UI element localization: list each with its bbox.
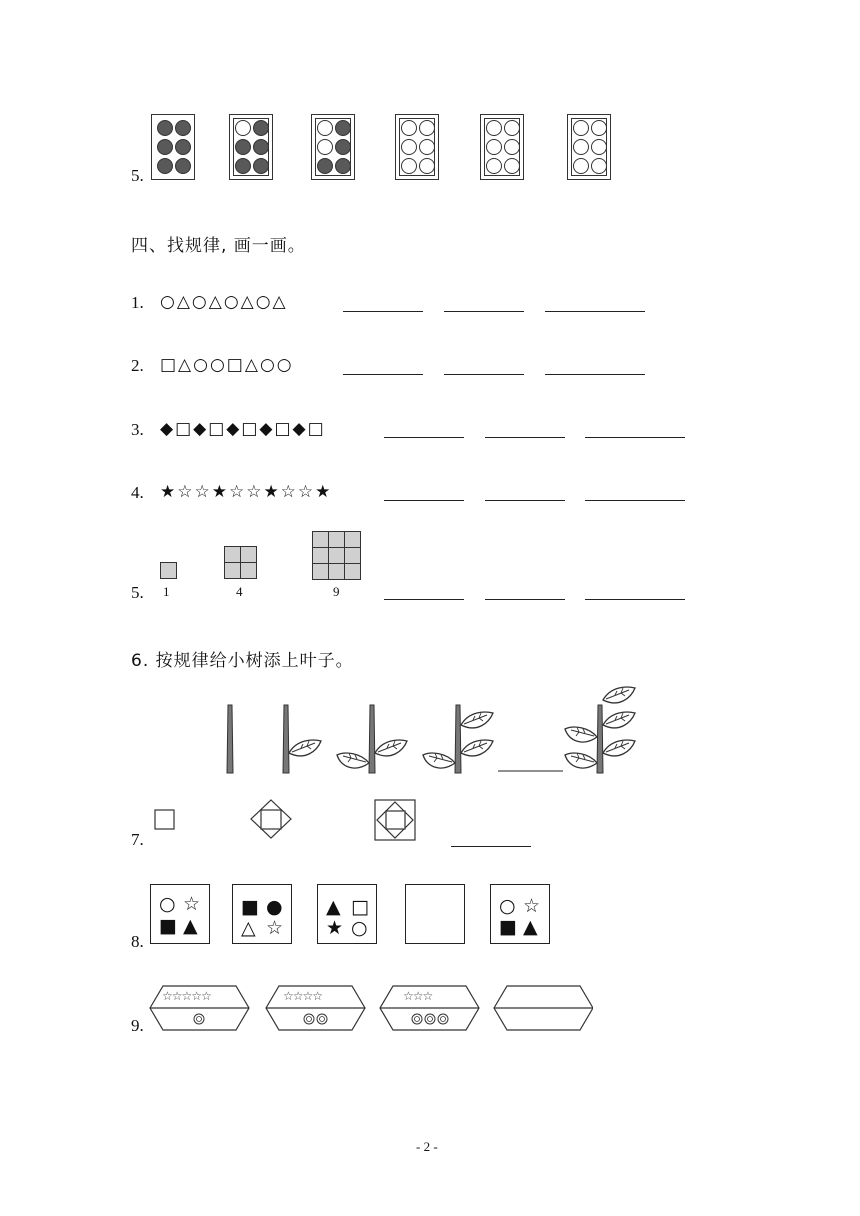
item-1-blank-2[interactable]	[444, 311, 524, 312]
tree-1	[227, 705, 233, 773]
tray-blank	[494, 986, 593, 1030]
dot	[235, 158, 251, 174]
dot	[591, 120, 607, 136]
q5-blank-1[interactable]	[384, 599, 464, 600]
tray-1-stars: ☆☆☆☆☆	[162, 989, 211, 1003]
dot	[419, 158, 435, 174]
pattern-box-1: ○ ☆ ■ ▲	[150, 884, 210, 944]
q7-blank[interactable]	[451, 846, 531, 847]
dot	[157, 158, 173, 174]
dot-box-2	[229, 114, 273, 180]
page-number: - 2 -	[416, 1139, 438, 1154]
item-2-label: 2.	[131, 356, 144, 375]
q7-label: 7.	[131, 830, 144, 849]
dot	[175, 120, 191, 136]
dot	[591, 158, 607, 174]
tree-3	[337, 705, 407, 773]
count-9: 9	[333, 584, 340, 599]
dot	[573, 158, 589, 174]
dot	[175, 158, 191, 174]
dot	[573, 139, 589, 155]
dot	[419, 139, 435, 155]
grid-cell	[312, 547, 329, 564]
dot-box-6	[567, 114, 611, 180]
dot	[157, 139, 173, 155]
shape-2	[251, 800, 291, 838]
dot	[235, 139, 251, 155]
dot-box-4	[395, 114, 439, 180]
count-1: 1	[163, 584, 170, 599]
dot-box-3	[311, 114, 355, 180]
item-2-blank-2[interactable]	[444, 374, 524, 375]
item-4-blank-2[interactable]	[485, 500, 565, 501]
dot	[335, 139, 351, 155]
dot	[253, 120, 269, 136]
dot	[573, 120, 589, 136]
grid-cell	[328, 547, 345, 564]
tree-6	[565, 687, 635, 773]
item-3-blank-2[interactable]	[485, 437, 565, 438]
dot	[235, 120, 251, 136]
shape-1	[155, 810, 174, 829]
dot	[317, 139, 333, 155]
dot-box-1	[151, 114, 195, 180]
dot	[486, 139, 502, 155]
item-2-sequence: □△○○□△○○	[160, 355, 294, 375]
grid-cell	[312, 531, 329, 548]
dot	[335, 120, 351, 136]
item-4-sequence: ★☆☆★☆☆★☆☆★	[160, 482, 333, 502]
dot	[486, 158, 502, 174]
q5-squares-label: 5.	[131, 583, 144, 602]
tree-2	[283, 705, 321, 773]
item-1-sequence: ○△○△○△○△	[160, 292, 288, 312]
shape-3	[375, 800, 415, 840]
item-4-blank-1[interactable]	[384, 500, 464, 501]
grid-cell	[328, 531, 345, 548]
nested-shapes-sequence	[150, 798, 450, 848]
grid-cell	[344, 531, 361, 548]
q8-label: 8.	[131, 932, 144, 951]
grid-cell	[312, 563, 329, 580]
dot	[253, 139, 269, 155]
grid-cell	[328, 563, 345, 580]
dot	[419, 120, 435, 136]
pattern-box-blank[interactable]	[405, 884, 465, 944]
pattern-box-3: ▲ □ ★ ○	[317, 884, 377, 944]
item-2-blank-3[interactable]	[545, 374, 645, 375]
item-1-label: 1.	[131, 293, 144, 312]
item-1-blank-3[interactable]	[545, 311, 645, 312]
q5-blank-2[interactable]	[485, 599, 565, 600]
dot	[504, 139, 520, 155]
square-grid-1	[160, 562, 177, 579]
tree-4	[423, 705, 493, 773]
q9-label: 9.	[131, 1016, 144, 1035]
count-4: 4	[236, 584, 243, 599]
dot	[591, 139, 607, 155]
dot	[486, 120, 502, 136]
dot	[317, 120, 333, 136]
dot	[175, 139, 191, 155]
dot	[253, 158, 269, 174]
grid-cell	[344, 563, 361, 580]
tray-3-stars: ☆☆☆	[403, 989, 433, 1003]
tray-2-stars: ☆☆☆☆	[283, 989, 323, 1003]
dot	[401, 158, 417, 174]
item-3-blank-1[interactable]	[384, 437, 464, 438]
hexagon-tray-sequence	[148, 984, 593, 1034]
item-3-sequence: ◆□◆□◆□◆□◆□	[160, 419, 326, 439]
pattern-box-5: ○ ☆ ■ ▲	[490, 884, 550, 944]
pattern-box-2: ■ ● △ ☆	[232, 884, 292, 944]
dot	[504, 158, 520, 174]
item-3-blank-3[interactable]	[585, 437, 685, 438]
item-4-label: 4.	[131, 483, 144, 502]
q6-prompt: 6. 按规律给小树添上叶子。	[131, 651, 354, 671]
dot	[401, 120, 417, 136]
item-4-blank-3[interactable]	[585, 500, 685, 501]
tree-sequence	[200, 685, 660, 780]
dot	[504, 120, 520, 136]
dot	[401, 139, 417, 155]
item-2-blank-1[interactable]	[343, 374, 423, 375]
grid-cell	[344, 547, 361, 564]
item-3-label: 3.	[131, 420, 144, 439]
dot	[335, 158, 351, 174]
section-four-heading: 四、找规律, 画一画。	[131, 236, 306, 256]
q5-blank-3[interactable]	[585, 599, 685, 600]
dot	[317, 158, 333, 174]
q5-top-label: 5.	[131, 166, 144, 185]
item-1-blank-1[interactable]	[343, 311, 423, 312]
dot-box-5	[480, 114, 524, 180]
dot	[157, 120, 173, 136]
